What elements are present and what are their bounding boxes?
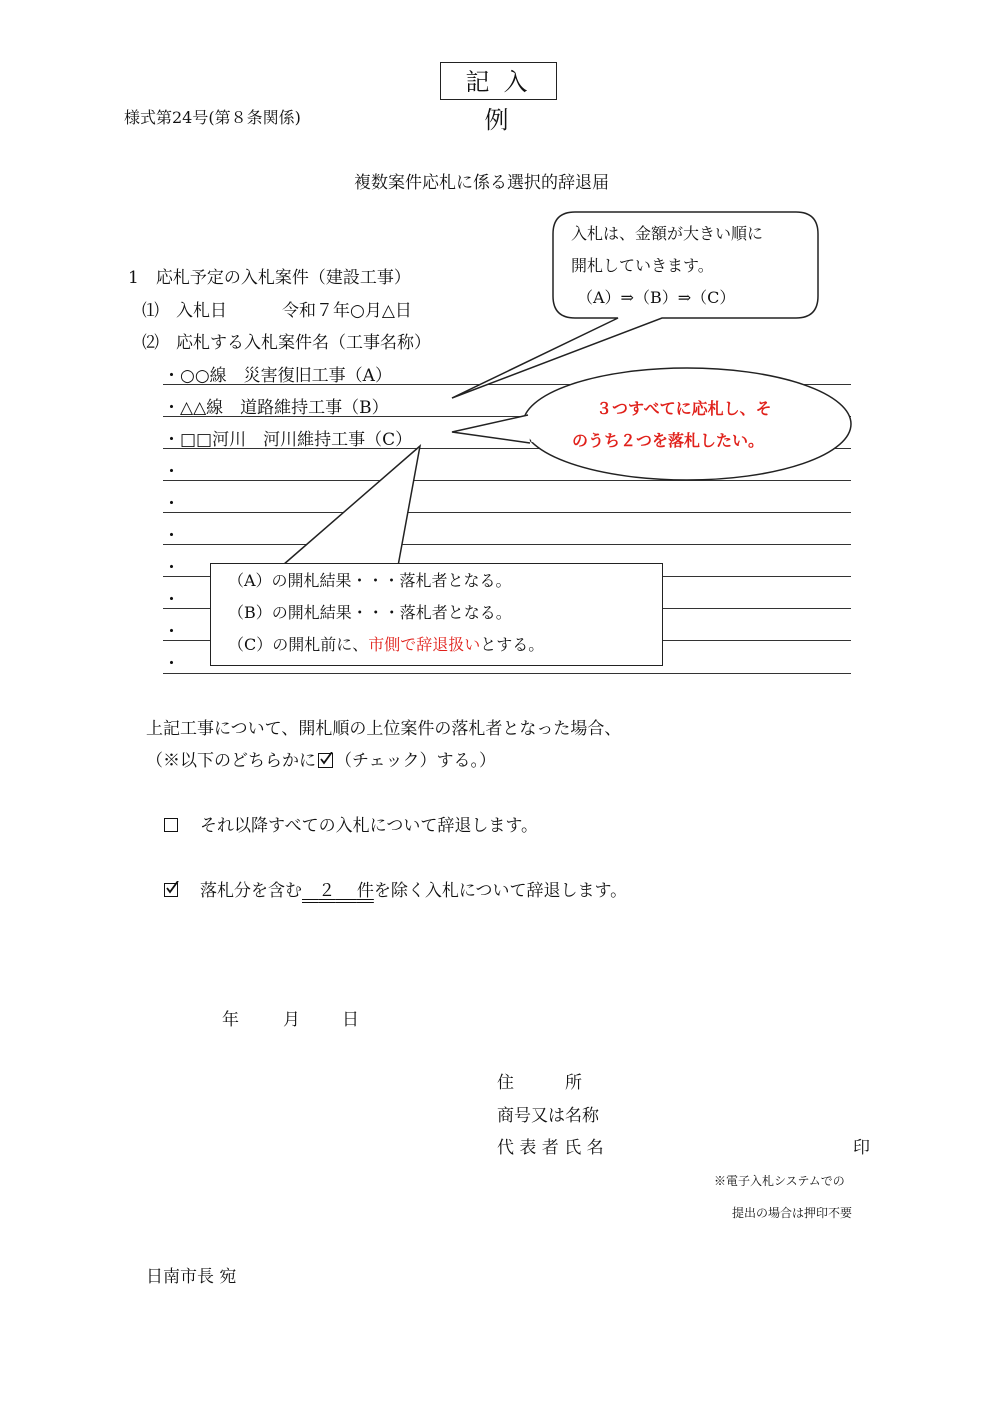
project-item: ・ xyxy=(163,654,180,674)
callout-box-line3 xyxy=(228,635,544,655)
date-day: 日 xyxy=(342,1010,359,1030)
section-heading: 1 応札予定の入札案件（建設工事） xyxy=(128,268,411,288)
project-item: ・ xyxy=(163,558,180,578)
project-item: ・ xyxy=(163,590,180,610)
option-2-prefix: 落札分を含む xyxy=(200,881,302,901)
bid-date-label: ⑴ 入札日 xyxy=(142,301,227,321)
callout-ellipse-tail xyxy=(452,415,530,443)
seal-note-line1: ※電子入札システムでの xyxy=(714,1174,845,1188)
callout-top-line1: 入札は、金額が大きい順に xyxy=(571,224,764,243)
option-1-checkbox[interactable] xyxy=(164,818,178,832)
callout-top-line2: 開札していきます。 xyxy=(571,256,714,275)
callout-ellipse-line1: ３つすべてに応札し、そ xyxy=(596,399,772,418)
callout-box-line3-suffix: とする。 xyxy=(480,635,545,654)
instruction-line2-prefix: （※以下のどちらかに xyxy=(146,751,316,771)
callout-box-tail xyxy=(283,446,420,566)
seal-mark: 印 xyxy=(853,1138,870,1158)
check-mark-icon xyxy=(318,753,333,768)
seal-note-line2: 提出の場合は押印不要 xyxy=(732,1206,853,1220)
project-item: ・ xyxy=(163,462,180,482)
option-2-count: ２ xyxy=(318,881,336,901)
option-2-checkbox[interactable] xyxy=(164,883,178,897)
callout-box-line3-prefix: （C）の開札前に、 xyxy=(228,635,369,654)
project-item: ・□□河川 河川維持工事（C） xyxy=(163,430,413,450)
option-2-count-field[interactable] xyxy=(302,881,374,901)
option-2[interactable] xyxy=(164,881,627,901)
company-name-label: 商号又は名称 xyxy=(497,1106,599,1126)
representative-label: 代 表 者 氏 名 xyxy=(497,1138,604,1158)
bid-date-value: 令和７年○月△日 xyxy=(282,301,412,321)
instruction-line2 xyxy=(146,751,496,771)
project-item: ・○○線 災害復旧工事（A） xyxy=(163,366,392,386)
option-1-text: それ以降すべての入札について辞退します。 xyxy=(200,816,538,836)
option-1[interactable] xyxy=(164,816,538,836)
instruction-line1: 上記工事について、開札順の上位案件の落札者となった場合、 xyxy=(146,719,622,739)
project-item: ・ xyxy=(163,622,180,642)
callout-box-line1: （A）の開札結果・・・落札者となる。 xyxy=(228,571,512,590)
instruction-line2-suffix: （チェック）する。） xyxy=(335,751,496,771)
project-item: ・ xyxy=(163,526,180,546)
callout-top-line3: （A）⇒（B）⇒（C） xyxy=(577,288,736,307)
project-item: ・△△線 道路維持工事（B） xyxy=(163,398,389,418)
address-label: 住 所 xyxy=(497,1073,582,1093)
callout-box-line2: （B）の開札結果・・・落札者となる。 xyxy=(228,603,512,622)
date-month: 月 xyxy=(283,1010,300,1030)
option-2-suffix: を除く入札について辞退します。 xyxy=(373,881,628,901)
callout-box-line3-red: 市側で辞退扱い xyxy=(368,635,481,654)
project-item: ・ xyxy=(163,494,180,514)
callout-ellipse-shape xyxy=(523,368,851,480)
project-list-label: ⑵ 応札する入札案件名（工事名称） xyxy=(142,333,431,353)
date-year: 年 xyxy=(222,1010,239,1030)
option-2-unit: 件 xyxy=(356,881,374,901)
callout-ellipse-line2: のうち２つを落札したい。 xyxy=(572,431,765,450)
sample-stamp: 記入例 xyxy=(440,62,557,100)
addressee: 日南市長 宛 xyxy=(146,1267,237,1287)
form-number: 様式第24号(第８条関係) xyxy=(124,108,301,127)
document-title: 複数案件応札に係る選択的辞退届 xyxy=(354,173,609,193)
